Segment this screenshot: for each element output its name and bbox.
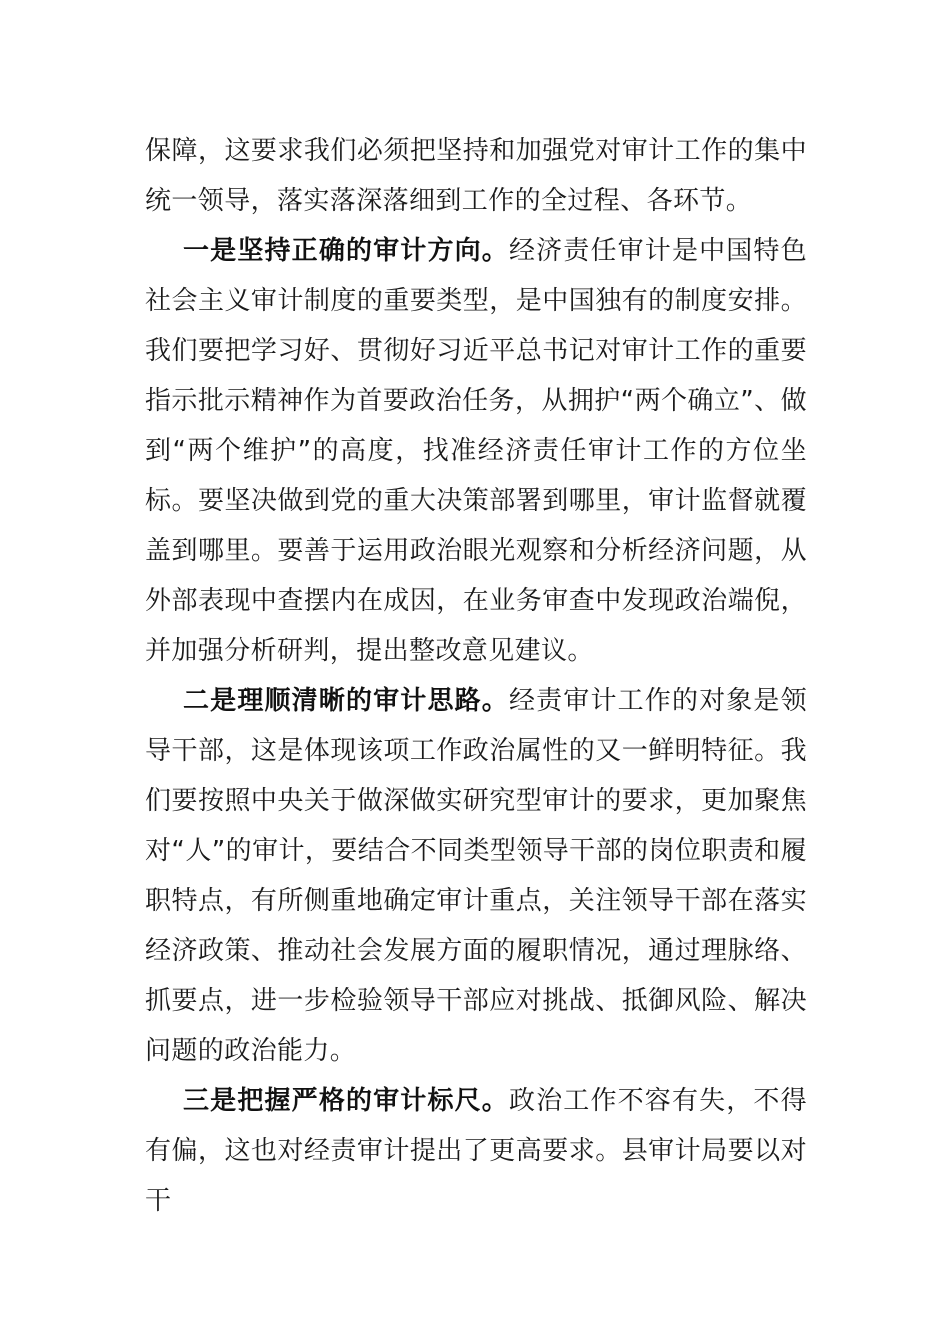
paragraph-text: 保障，这要求我们必须把坚持和加强党对审计工作的集中统一领导，落实落深落细到工作的全过程、各环节。 [145, 136, 807, 216]
paragraph-text: 经责审计工作的对象是领导干部，这是体现该项工作政治属性的又一鲜明特征。我们要按照中央关于做深做实研究型审计的要求，更加聚焦对“人”的审计，要结合不同类型领导干部的岗位职责和履职特点，有所侧重地确定审计重点，关注领导干部在落实经济政策、推动社会发展方面的履职情况，通过理脉络、抓要点，进一步检验领导干部应对挑战、抵御风险、解决问题的政治能力。 [145, 686, 807, 1066]
paragraph-approach [145, 676, 807, 1076]
paragraph-direction [145, 226, 807, 676]
paragraph-heading: 一是坚持正确的审计方向。 [183, 236, 509, 266]
document-body [145, 126, 807, 1226]
paragraph-heading: 二是理顺清晰的审计思路。 [183, 686, 509, 716]
paragraph-heading: 三是把握严格的审计标尺。 [183, 1086, 509, 1116]
paragraph-text: 经济责任审计是中国特色社会主义审计制度的重要类型，是中国独有的制度安排。我们要把学习好、贯彻好习近平总书记对审计工作的重要指示批示精神作为首要政治任务，从拥护“两个确立”、做到“两个维护”的高度，找准经济责任审计工作的方位坐标。要坚决做到党的重大决策部署到哪里，审计监督就覆盖到哪里。要善于运用政治眼光观察和分析经济问题，从外部表现中查摆内在成因，在业务审查中发现政治端倪，并加强分析研判，提出整改意见建议。 [145, 236, 807, 666]
paragraph-text: 政治工作不容有失，不得有偏，这也对经责审计提出了更高要求。县审计局要以对干 [145, 1086, 807, 1216]
paragraph-standard [145, 1076, 807, 1226]
paragraph-continuation [145, 126, 807, 226]
